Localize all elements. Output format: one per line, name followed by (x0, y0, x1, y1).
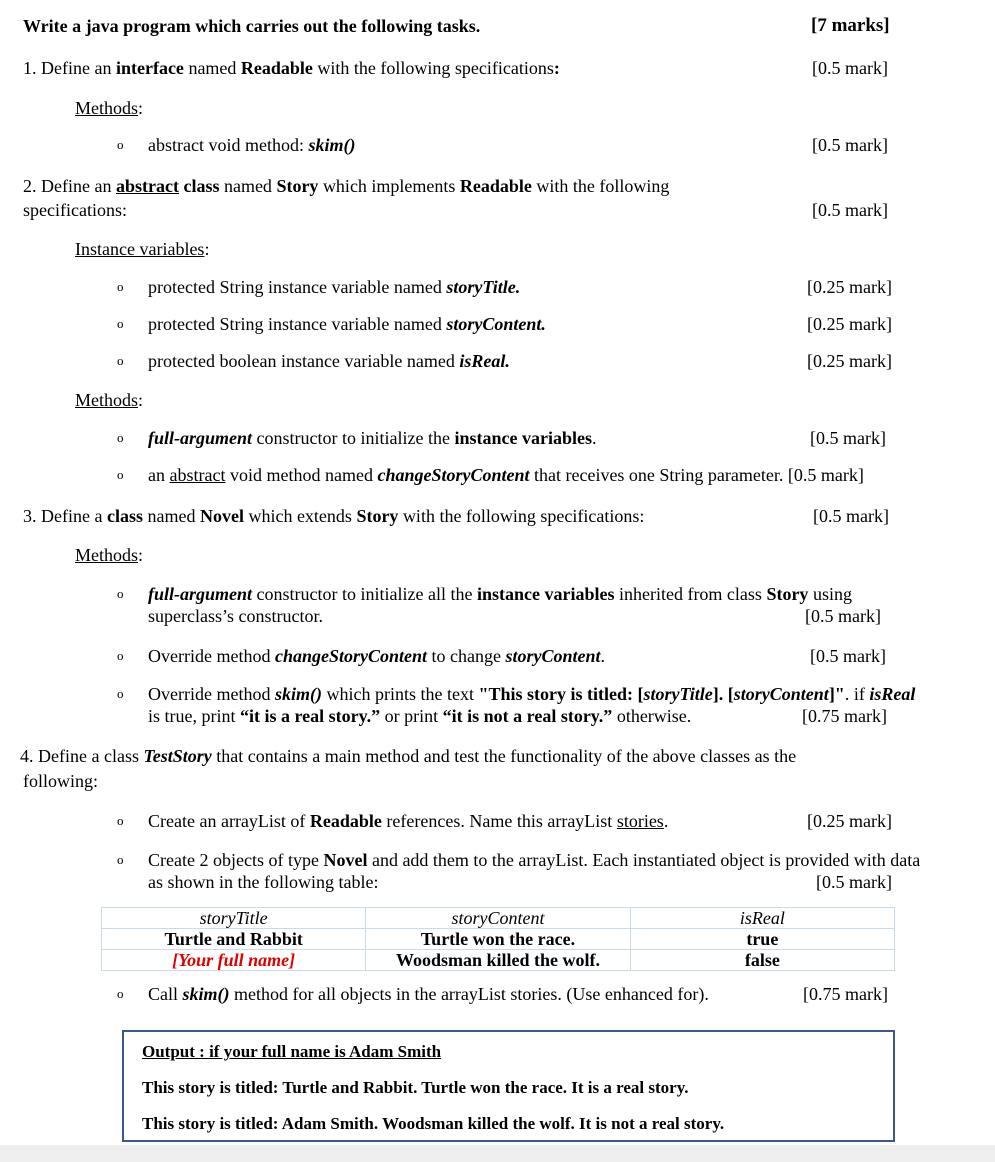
q3-method-constructor: full-argument constructor to initialize all the instance variables inherited from class Story using (148, 584, 852, 604)
task-heading: Write a java program which carries out the following tasks. (23, 16, 481, 36)
table-cell: Turtle won the race. (366, 929, 630, 950)
q1-line: 1. Define an interface named Readable with the following specifications: (23, 58, 560, 78)
q2-marks: [0.5 mark] (812, 200, 888, 220)
q3-methods-label: Methods: (75, 545, 144, 565)
q2-line2: specifications: (23, 200, 127, 220)
table-header-cell: storyContent (366, 908, 630, 929)
q2-method-changestorycontent: an abstract void method named changeStoryContent that receives one String parameter. [0.5 mark] (148, 465, 864, 485)
table-cell: false (630, 950, 894, 971)
table-header-row (102, 908, 895, 929)
q1-marks: [0.5 mark] (812, 58, 888, 78)
bullet-icon: o (117, 137, 124, 152)
q2-iv3-marks: [0.25 mark] (807, 351, 892, 371)
q3-line: 3. Define a class named Novel which extends Story with the following specifications: (23, 506, 645, 526)
q1-method-marks: [0.5 mark] (812, 135, 888, 155)
q3-method-override-skim: Override method skim() which prints the text "This story is titled: [storyTitle]. [storyContent]". if isReal (148, 684, 916, 704)
q4-i1-marks: [0.25 mark] (807, 811, 892, 831)
q2-line: 2. Define an abstract class named Story which implements Readable with the following (23, 176, 670, 196)
bullet-icon: o (117, 813, 124, 828)
q4-item-call-skim: Call skim() method for all objects in the arrayList stories. (Use enhanced for). (148, 984, 709, 1004)
bullet-icon: o (117, 279, 124, 294)
table-header-cell: storyTitle (102, 908, 366, 929)
q1-methods-label: Methods: (75, 98, 144, 118)
table-cell: true (630, 929, 894, 950)
q2-methods-label: Methods: (75, 390, 144, 410)
q2-iv-storycontent: protected String instance variable named storyContent. (148, 314, 546, 334)
q3-method-override-change: Override method changeStoryContent to change storyContent. (148, 646, 605, 666)
bullet-icon: o (117, 586, 124, 601)
bullet-icon: o (117, 648, 124, 663)
output-box (122, 1030, 895, 1142)
q4-item-arraylist: Create an arrayList of Readable references. Name this arrayList stories. (148, 811, 669, 831)
table-row (102, 950, 895, 971)
q3-m2-marks: [0.5 mark] (810, 646, 886, 666)
q3-m1-marks: [0.5 mark] (805, 606, 881, 626)
bullet-icon: o (117, 430, 124, 445)
bullet-icon: o (117, 316, 124, 331)
q3-marks: [0.5 mark] (813, 506, 889, 526)
table-cell: Woodsman killed the wolf. (366, 950, 630, 971)
q3-method-constructor-line2: superclass’s constructor. (148, 606, 323, 626)
table-header-cell: isReal (630, 908, 894, 929)
bullet-icon: o (117, 852, 124, 867)
output-line-1: This story is titled: Turtle and Rabbit. Turtle won the race. It is a real story. (142, 1078, 689, 1097)
q3-method-override-skim-line2: is true, print “it is a real story.” or print “it is not a real story.” otherwise. (148, 706, 692, 726)
q2-m1-marks: [0.5 mark] (810, 428, 886, 448)
bullet-icon: o (117, 686, 124, 701)
table-cell: Turtle and Rabbit (102, 929, 366, 950)
q4-line: 4. Define a class TestStory that contains a main method and test the functionality of the above classes as the (20, 746, 797, 766)
bullet-icon: o (117, 986, 124, 1001)
bullet-icon: o (117, 353, 124, 368)
total-marks: [7 marks] (811, 15, 890, 36)
q4-i2-marks: [0.5 mark] (816, 872, 892, 892)
q1-method-skim: abstract void method: skim() (148, 135, 356, 155)
q2-iv1-marks: [0.25 mark] (807, 277, 892, 297)
output-title: Output : if your full name is Adam Smith (142, 1042, 442, 1061)
q2-instance-variables-label: Instance variables: (75, 239, 210, 259)
output-line-2: This story is titled: Adam Smith. Woodsman killed the wolf. It is not a real story. (142, 1114, 725, 1133)
bullet-icon: o (117, 467, 124, 482)
bottom-strip (0, 1145, 995, 1162)
q4-item-objects: Create 2 objects of type Novel and add them to the arrayList. Each instantiated object is provided with data (148, 850, 921, 870)
table-cell-your-name: [Your full name] (102, 950, 366, 971)
q2-method-constructor: full-argument constructor to initialize the instance variables. (148, 428, 597, 448)
q4-i3-marks: [0.75 mark] (803, 984, 888, 1004)
q2-iv2-marks: [0.25 mark] (807, 314, 892, 334)
q4-item-objects-line2: as shown in the following table: (148, 872, 379, 892)
story-data-table (101, 907, 895, 971)
q2-iv-isreal: protected boolean instance variable named isReal. (148, 351, 510, 371)
q3-m3-marks: [0.75 mark] (802, 706, 887, 726)
q2-iv-storytitle: protected String instance variable named storyTitle. (148, 277, 521, 297)
table-row (102, 929, 895, 950)
q4-line2: following: (23, 771, 98, 791)
